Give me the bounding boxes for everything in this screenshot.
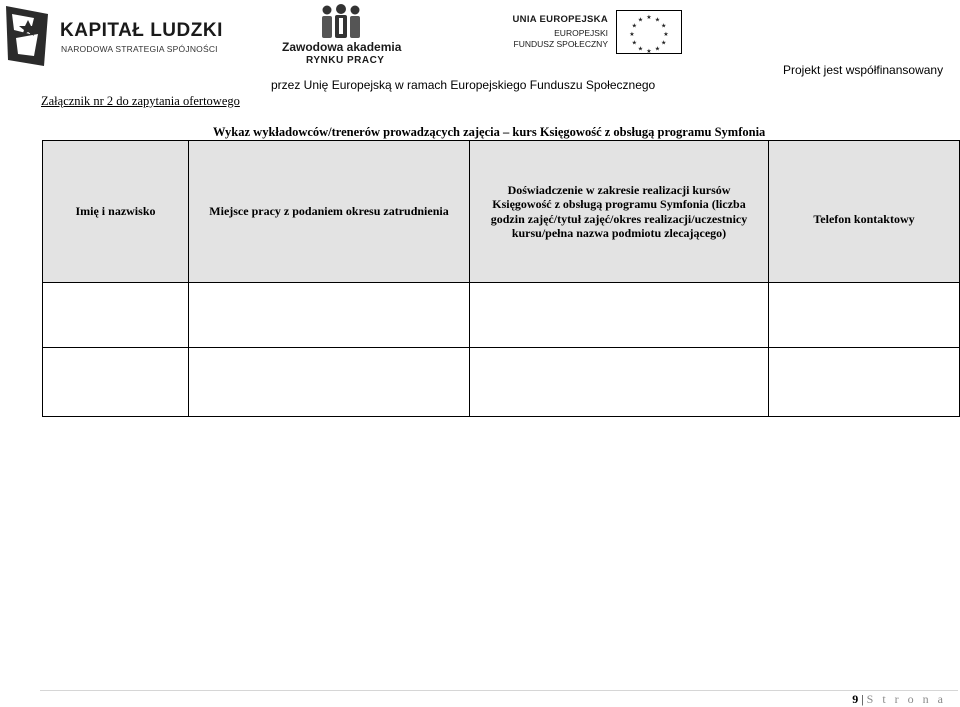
projekt-text: Projekt jest współfinansowany <box>783 63 944 77</box>
table-cell[interactable] <box>769 348 960 417</box>
svg-text:★: ★ <box>637 16 644 24</box>
header-cell-phone: Telefon kontaktowy <box>769 141 960 283</box>
table-cell[interactable] <box>189 283 470 348</box>
table-cell[interactable] <box>470 283 769 348</box>
table-header-row <box>43 141 960 283</box>
svg-text:★: ★ <box>646 48 652 54</box>
logo-zawodowa-akademia <box>282 4 402 66</box>
svg-text:★: ★ <box>654 16 661 24</box>
svg-text:★: ★ <box>663 31 669 38</box>
kapital-ludzki-subtitle: NARODOWA STRATEGIA SPÓJNOŚCI <box>61 44 218 54</box>
svg-text:★: ★ <box>661 39 667 47</box>
kapital-ludzki-title: KAPITAŁ LUDZKI <box>60 20 223 41</box>
table-row <box>43 283 960 348</box>
svg-text:★: ★ <box>654 45 661 53</box>
table-cell[interactable] <box>769 283 960 348</box>
table-cell[interactable] <box>470 348 769 417</box>
svg-text:★: ★ <box>631 22 637 30</box>
eu-flag-icon <box>616 10 682 54</box>
page-number: 9 <box>852 692 859 706</box>
svg-text:★: ★ <box>661 22 667 30</box>
svg-text:★: ★ <box>631 39 637 47</box>
header-cell-experience: Doświadczenie w zakresie realizacji kursów Księgowość z obsługą programu Symfonia (liczba godzin zajęć/tytuł zajęć/okres realizacji/uczestnicy kursu/pełna nazwa podmiotu zlecającego) <box>470 141 769 283</box>
svg-text:★: ★ <box>629 31 635 38</box>
table-cell[interactable] <box>43 348 189 417</box>
page-separator: | <box>861 692 864 706</box>
eu-line1: UNIA EUROPEJSKA <box>512 14 608 25</box>
document-title: Wykaz wykładowców/trenerów prowadzących zajęcia – kurs Księgowość z obsługą programu Symfonia <box>213 125 766 139</box>
zawodowa-line1: Zawodowa akademia <box>282 40 402 54</box>
table-cell[interactable] <box>189 348 470 417</box>
table-cell[interactable] <box>43 283 189 348</box>
lecturers-table <box>42 140 960 417</box>
eu-line3: FUNDUSZ SPOŁECZNY <box>513 39 608 49</box>
zawodowa-line2: RYNKU PRACY <box>306 55 385 66</box>
svg-text:★: ★ <box>637 45 644 53</box>
footer-divider <box>40 690 958 691</box>
table-row <box>43 348 960 417</box>
attachment-label: Załącznik nr 2 do zapytania ofertowego <box>41 94 240 108</box>
page-word: S t r o n a <box>866 692 946 706</box>
fund-text: przez Unię Europejską w ramach Europejskiego Funduszu Społecznego <box>271 78 656 92</box>
header-cell-workplace: Miejsce pracy z podaniem okresu zatrudnienia <box>189 141 470 283</box>
logo-kapital-ludzki <box>4 4 223 68</box>
kapital-ludzki-emblem-icon <box>4 4 50 68</box>
people-group-icon <box>319 4 363 38</box>
header-cell-name: Imię i nazwisko <box>43 141 189 283</box>
logo-unia-europejska <box>510 10 682 56</box>
svg-text:★: ★ <box>646 14 652 21</box>
eu-line2: EUROPEJSKI <box>554 28 608 38</box>
